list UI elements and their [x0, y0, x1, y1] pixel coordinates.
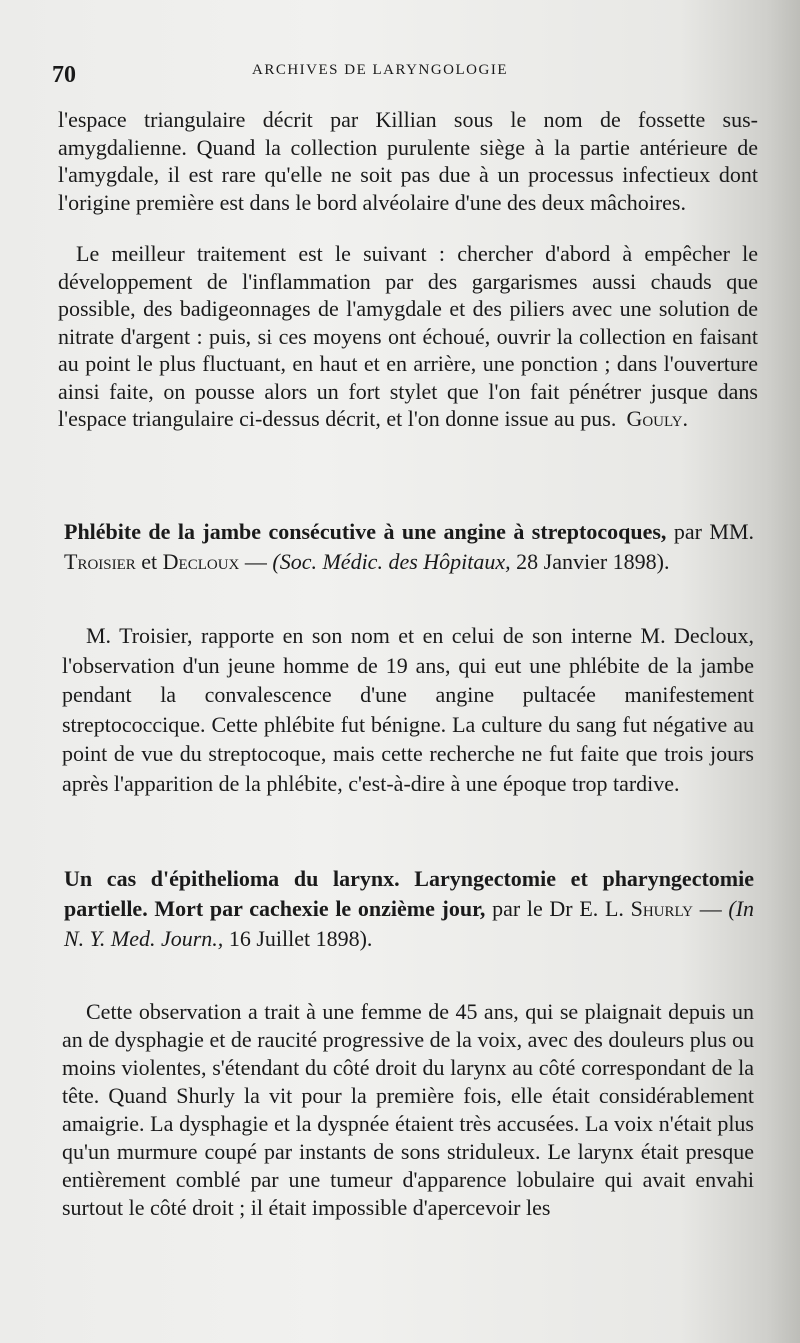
- article1-title: Phlébite de la jambe consécutive à une angine à streptocoques,: [64, 519, 667, 544]
- article2-title: Un cas d'épithelioma du larynx. Laryngectomie et pharyngectomie partielle. Mort par cachexie le onzième jour,: [64, 866, 754, 921]
- author-signature: Gouly.: [626, 405, 688, 431]
- article2-body: Cette observation a trait à une femme de 45 ans, qui se plaignait depuis un an de dysphagie et de raucité progressive de la voix, avec des douleurs plus ou moins violentes, s'étendant du côté droit du larynx au côté correspondant de la tête. Quand Shurly la vit pour la première fois, elle était considérablement amaigrie. La dysphagie et la dyspnée étaient très accusées. La voix n'était plus qu'un murmure coupé par instants de sons striduleux. Le larynx était presque entièrement comblé par une tumeur d'apparence lobulaire qui avait envahi surtout le côté droit ; il était impossible d'apercevoir les: [62, 999, 754, 1220]
- article1-by: par MM.: [673, 519, 755, 544]
- article1-heading: [64, 517, 754, 577]
- article2-source: (In N. Y. Med. Journ.,: [64, 896, 755, 951]
- running-title: ARCHIVES DE LARYNGOLOGIE: [252, 62, 508, 78]
- article1-date: 28 Janvier 1898).: [516, 549, 670, 574]
- page-number: 70: [52, 62, 76, 88]
- article2-heading: [64, 864, 754, 954]
- article1-source: (Soc. Médic. des Hôpitaux,: [272, 549, 511, 574]
- paragraph-continued: l'espace triangulaire décrit par Killian sous le nom de fossette sus-amygdalienne. Quand la collection purulente siège à la partie antérieure de l'amygdale, il est rare qu'elle ne soit pas due à un processus infectieux dont l'origine première est dans le bord alvéolaire d'une des deux mâchoires.: [58, 107, 758, 215]
- article1-author2: Decloux: [162, 549, 240, 574]
- article1-dash: —: [244, 549, 267, 574]
- article1-body: M. Troisier, rapporte en son nom et en celui de son interne M. Decloux, l'observation d'un jeune homme de 19 ans, qui eut une phlébite de la jambe pendant la convalescence d'une angine pultacée manifestement streptococcique. Cette phlébite fut bénigne. La culture du sang fut négative au point de vue du streptocoque, mais cette recherche ne fut faite que trois jours après l'apparition de la phlébite, c'est-à-dire à une époque trop tardive.: [62, 623, 754, 796]
- article2-dash: —: [699, 896, 722, 921]
- article1-and: et: [141, 549, 158, 574]
- paragraph-treatment: [58, 240, 758, 460]
- page-header: [52, 58, 752, 92]
- article2-author: Shurly: [630, 896, 693, 921]
- treatment-text: Le meilleur traitement est le suivant : chercher d'abord à empêcher le développement de l'inflammation par des gargarismes aussi chauds que possible, des badigeonnages de l'amygdale et des piliers avec une solution de nitrate d'argent : puis, si ces moyens ont échoué, ouvrir la collection en faisant au point le plus fluctuant, en haut et en arrière, une ponction ; dans l'ouverture ainsi faite, on pousse alors un fort stylet que l'on fait pénétrer jusque dans l'espace triangulaire ci-dessus décrit, et l'on donne issue au pus.: [58, 241, 758, 431]
- article2-date: 16 Juillet 1898).: [228, 926, 373, 951]
- article2-by: par le Dr E. L.: [492, 896, 624, 921]
- article1-author1: Troisier: [64, 549, 136, 574]
